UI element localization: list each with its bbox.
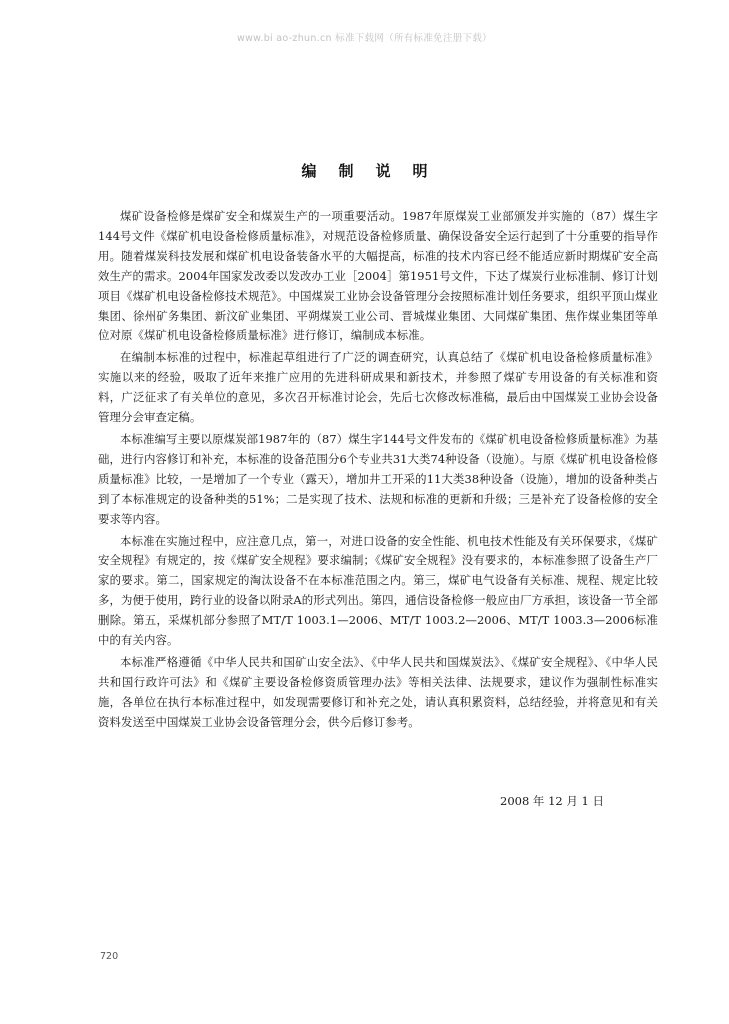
paragraph: 在编制本标准的过程中，标准起草组进行了广泛的调查研究，认真总结了《煤矿机电设备检修质量标准》实施以来的经验，吸取了近年来推广应用的先进科研成果和新技术，并参照了煤矿专用设备的有关标准和资料，广泛征求了有关单位的意见，多次召开标准讨论会，先后七次修改标准稿，最后由中国煤炭工业协会设备管理分会审查定稿。: [98, 350, 658, 425]
document-date: 2008 年 12 月 1 日: [500, 794, 604, 808]
paragraph: 本标准在实施过程中，应注意几点，第一，对进口设备的安全性能、机电技术性能及有关环保要求，《煤矿安全规程》有规定的，按《煤矿安全规程》要求编制；《煤矿安全规程》没有要求的，本标准参照了设备生产厂家的要求。第二，国家规定的淘汰设备不在本标准范围之内。第三，煤矿电气设备有关标准、规程、规定比较多，为便于使用，跨行业的设备以附录A的形式列出。第四，通信设备检修一般应由厂方承担，该设备一节全部删除。第五，采煤机部分参照了MT/T 1003.1—2006、MT/T 1003.2—2006、MT/T 1003.3—2006标准中的有关内容。: [98, 533, 658, 648]
watermark-text: www.bi ao-zhun.cn 标准下载网（所有标准免注册下载）: [237, 33, 492, 44]
page-title: 编制说明: [301, 162, 450, 180]
paragraph: 本标准严格遵循《中华人民共和国矿山安全法》、《中华人民共和国煤炭法》、《煤矿安全规程》、《中华人民共和国行政许可法》和《煤矿主要设备检修资质管理办法》等相关法律、法规要求，建议作为强制性标准实施，各单位在执行本标准过程中，如发现需要修订和补充之处，请认真积累资料，总结经验，并将意见和有关资料发送至中国煤炭工业协会设备管理分会，供今后修订参考。: [98, 654, 658, 729]
page-number: 720: [100, 951, 119, 962]
paragraph: 本标准编写主要以原煤炭部1987年的（87）煤生字144号文件发布的《煤矿机电设备检修质量标准》为基础，进行内容修订和补充，本标准的设备范围分6个专业共31大类74种设备（设施）。与原《煤矿机电设备检修质量标准》比较，一是增加了一个专业（露天），增加井工开采的11大类38种设备（设施），增加的设备种类占到了本标准规定的设备种类的51%；二是实现了技术、法规和标准的更新和升级；三是补充了设备检修的安全要求等内容。: [98, 431, 658, 526]
document-body: [98, 207, 658, 735]
paragraph: 煤矿设备检修是煤矿安全和煤炭生产的一项重要活动。1987年原煤炭工业部颁发并实施的（87）煤生字144号文件《煤矿机电设备检修质量标准》，对规范设备检修质量、确保设备安全运行起到了十分重要的指导作用。随着煤炭科技发展和煤矿机电设备装备水平的大幅提高，标准的技术内容已经不能适应新时期煤矿安全高效生产的需求。2004年国家发改委以发改办工业［2004］第1951号文件，下达了煤炭行业标准制、修订计划项目《煤矿机电设备检修技术规范》。中国煤炭工业协会设备管理分会按照标准计划任务要求，组织平顶山煤业集团、徐州矿务集团、新汶矿业集团、平朔煤炭工业公司、晋城煤业集团、大同煤矿集团、焦作煤业集团等单位对原《煤矿机电设备检修质量标准》进行修订，编制成本标准。: [98, 209, 658, 343]
